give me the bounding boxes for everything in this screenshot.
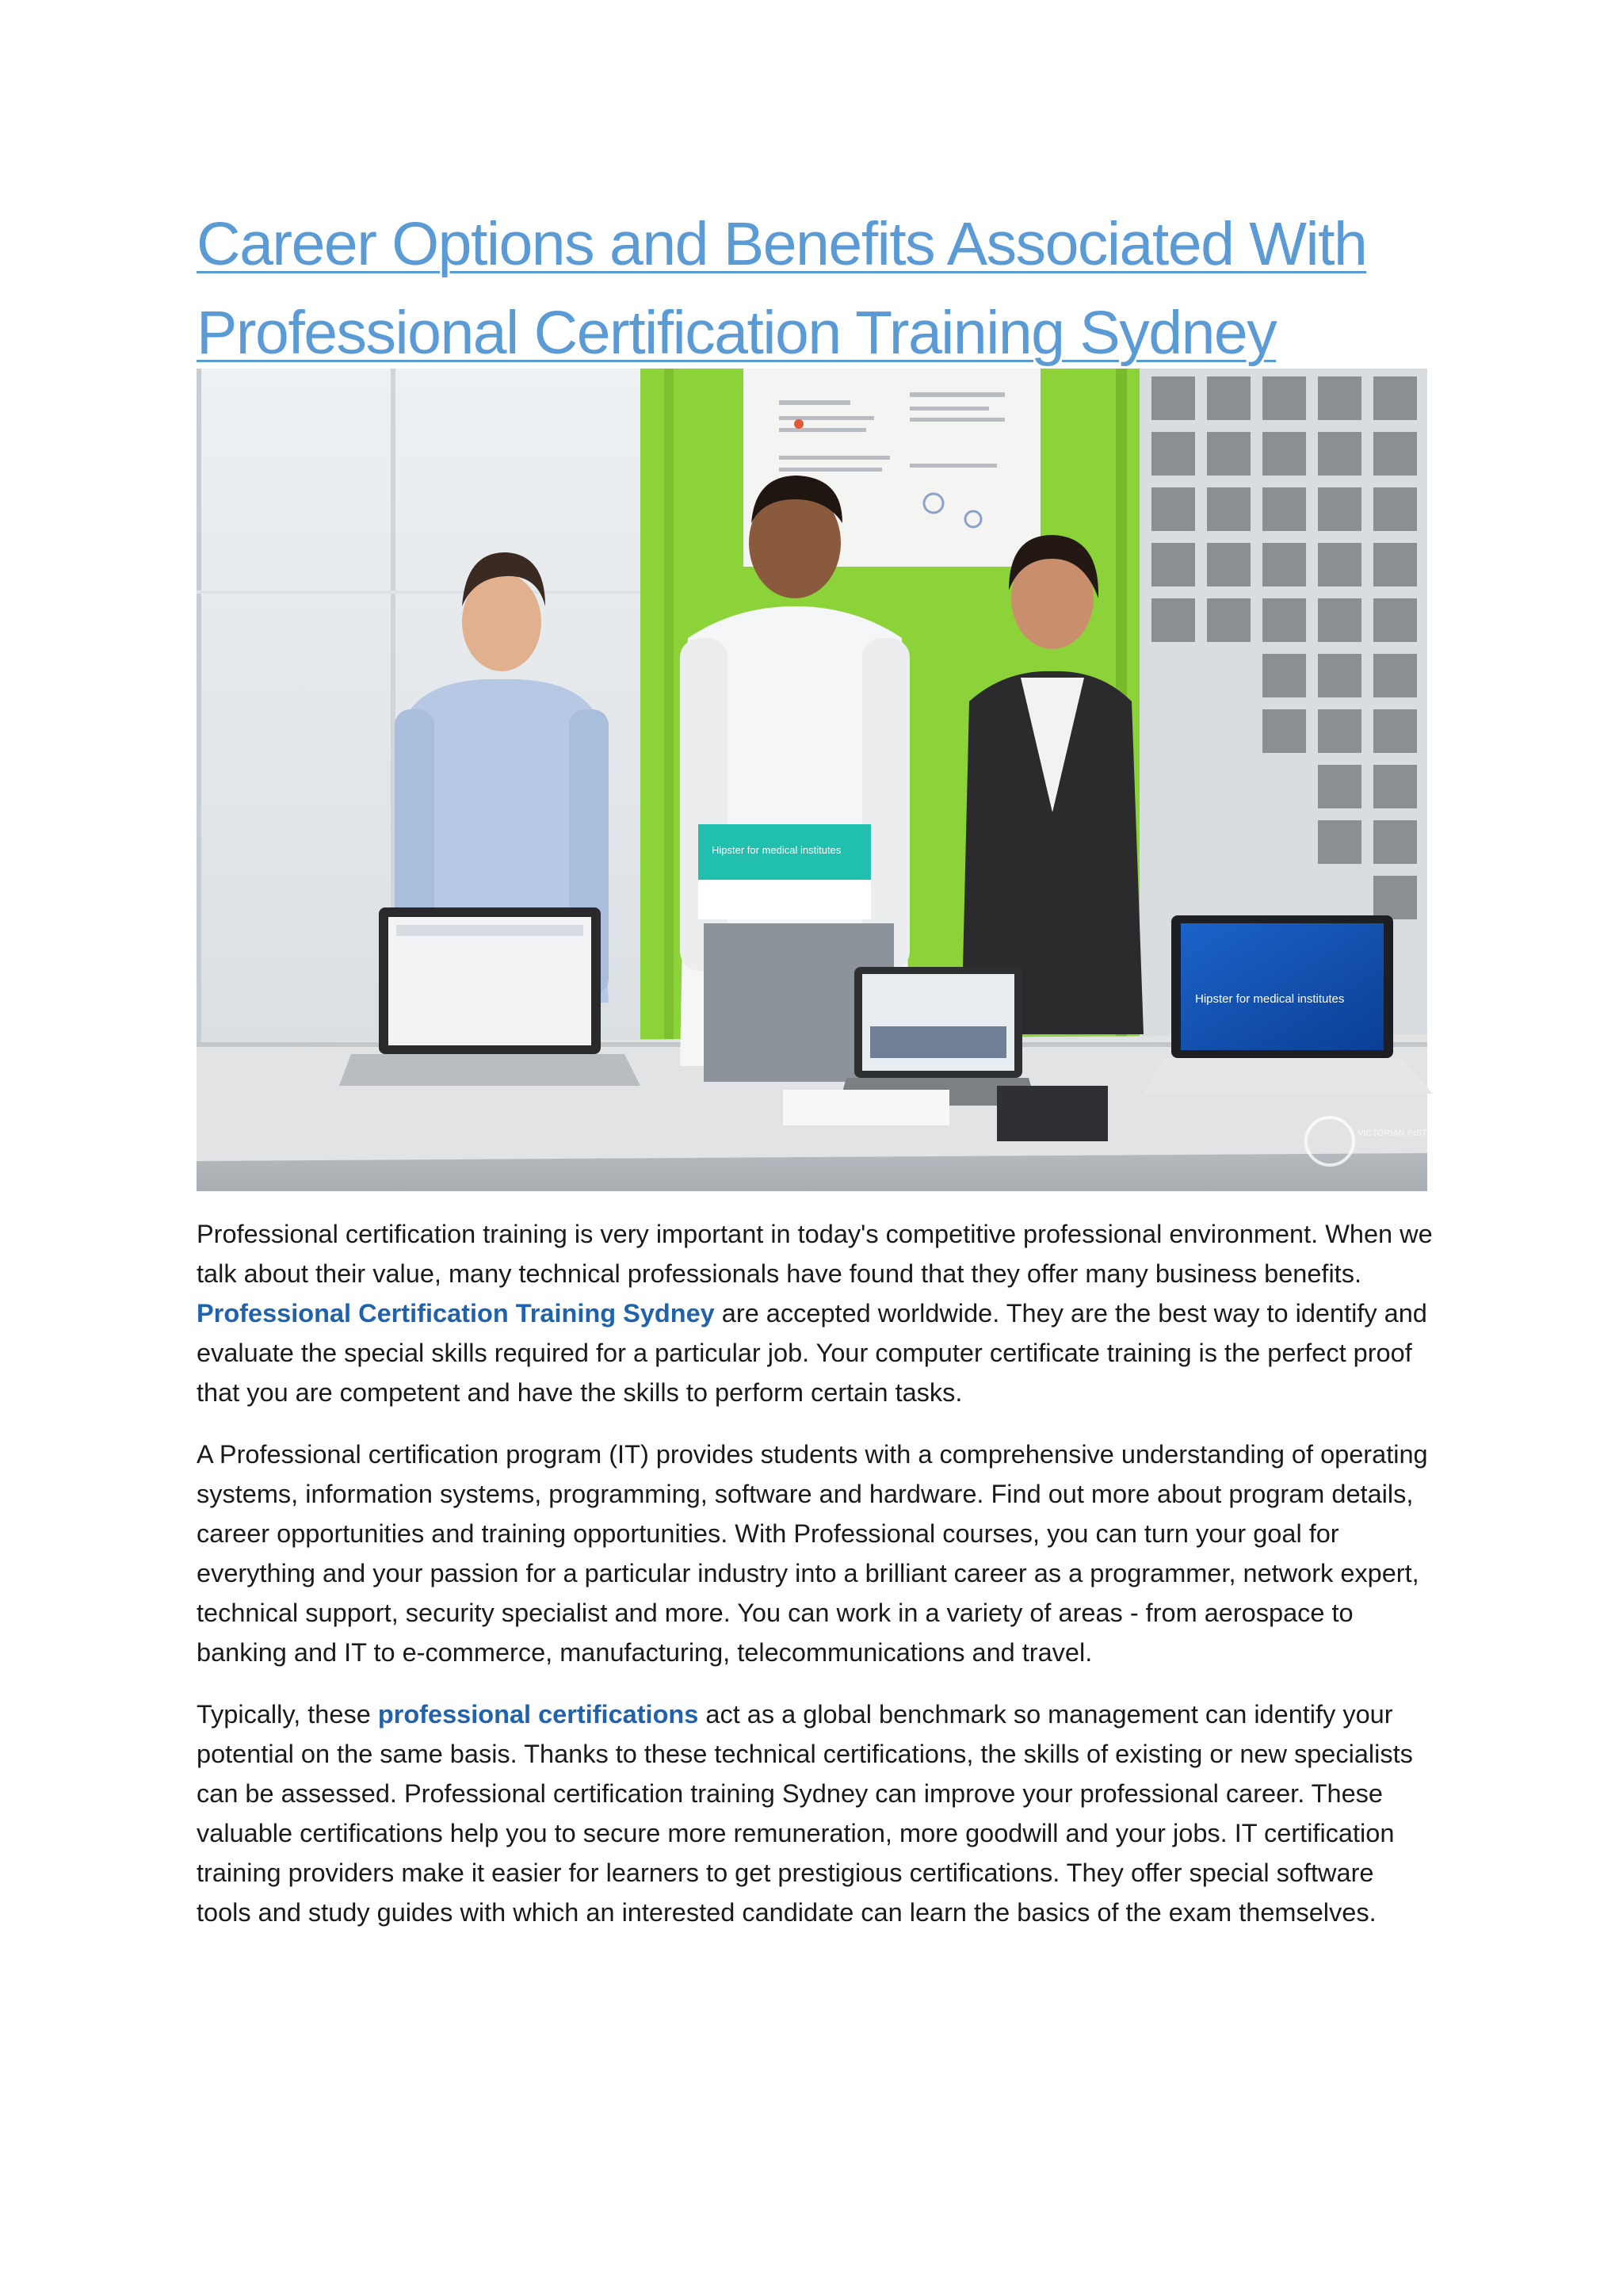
- article-photo: [197, 369, 1530, 1191]
- laptop-left: [339, 907, 640, 1086]
- paragraph-1-text-end: are accepted worldwide. They are the best way to identify and evaluate the special skills required for a particular job. Your computer certificate training is the perfect proof that you are competent and have the skills to perform certain tasks.: [197, 1299, 1427, 1407]
- svg-text:VICTORIAN INSTITUTE OF TECHNOL: VICTORIAN INSTITUTE OF TECHNOLOGY: [1358, 1129, 1530, 1138]
- title-line-2: Professional Certification Training Sydney: [197, 299, 1277, 367]
- table-papers: [783, 1090, 949, 1125]
- held-folder: [698, 824, 871, 919]
- title-link[interactable]: [197, 210, 1366, 367]
- paragraph-2: A Professional certification program (IT) provides students with a comprehensive understanding of operating systems, information systems, programming, software and hardware. Find out more about program details, career opportunities and training opportunities. With Professional courses, you can turn your goal for everything and your passion for a particular industry into a brilliant career as a programmer, network expert, technical support, security specialist and more. You can work in a variety of areas - from aerospace to banking and IT to e-commerce, manufacturing, telecommunications and travel.: [197, 1440, 1428, 1667]
- professional-certifications-link[interactable]: professional certifications: [377, 1700, 699, 1729]
- classroom-photo: [197, 369, 1530, 1191]
- laptop-right: [1144, 915, 1433, 1094]
- paragraph-3-text-end: act as a global benchmark so management can identify your potential on the same basis. Thanks to these technical certifications, the skills of existing or new specialists can be assessed. Professional certification training Sydney can improve your professional career. These valuable certifications help you to secure more remuneration, more goodwill and your jobs. IT certification training providers make it easier for learners to get prestigious certifications. They offer special software tools and study guides with which an interested candidate can learn the basics of the exam themselves.: [197, 1700, 1413, 1927]
- title-line-1: Career Options and Benefits Associated With: [197, 210, 1367, 278]
- article-body: [197, 1214, 1433, 1954]
- svg-text:Hipster for medical institutes: Hipster for medical institutes: [1195, 992, 1345, 1006]
- paragraph-3-text-start: Typically, these: [197, 1700, 378, 1729]
- laptop-middle: [838, 967, 1037, 1106]
- svg-text:Hipster for medical institutes: Hipster for medical institutes: [712, 844, 842, 856]
- professional-certification-training-sydney-link[interactable]: Professional Certification Training Sydney: [197, 1299, 715, 1328]
- paragraph-1-text-start: Professional certification training is very important in today's competitive professional environment. When we talk about their value, many technical professionals have found that they offer many business benefits.: [197, 1220, 1433, 1288]
- article-title[interactable]: [197, 200, 1433, 377]
- paragraph-1: [197, 1214, 1433, 1412]
- paragraph-3: [197, 1694, 1433, 1932]
